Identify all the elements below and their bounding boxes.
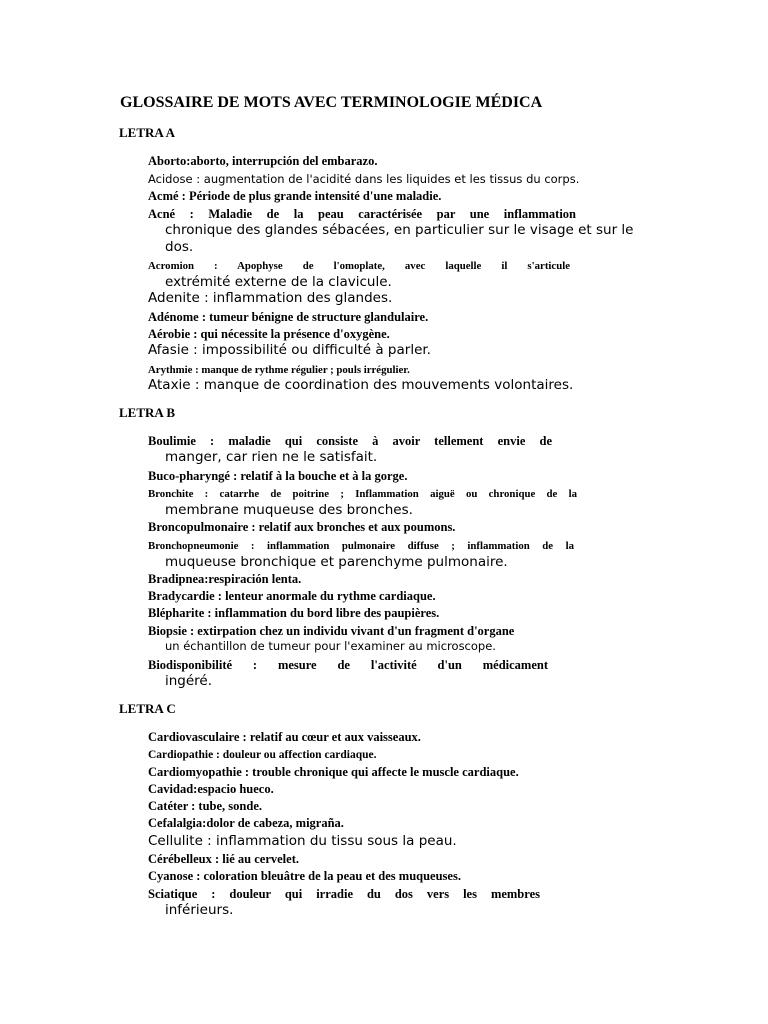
glossary-entry-cateter: Catéter : tube, sonde. bbox=[148, 799, 262, 813]
glossary-entry-broncopulmonaire: Broncopulmonaire : relatif aux bronches et aux poumons. bbox=[148, 520, 456, 534]
glossary-entry-cardiopathie: Cardiopathie : douleur ou affection cardiaque. bbox=[148, 749, 377, 761]
glossary-entry-cavidad: Cavidad:espacio hueco. bbox=[148, 782, 274, 796]
glossary-entry-bradipnea: Bradipnea:respiración lenta. bbox=[148, 572, 302, 586]
glossary-entry-afasie: Afasie : impossibilité ou difficulté à parler. bbox=[148, 342, 431, 358]
document-title: GLOSSAIRE DE MOTS AVEC TERMINOLOGIE MÉDICA bbox=[120, 94, 543, 111]
glossary-entry-cyanose: Cyanose : coloration bleuâtre de la peau et des muqueuses. bbox=[148, 869, 461, 883]
glossary-entry-bradycardie: Bradycardie : lenteur anormale du rythme cardiaque. bbox=[148, 589, 436, 603]
section-heading-c: LETRA C bbox=[119, 701, 176, 716]
glossary-entry-bronchopneumonie: Bronchopneumonie : inflammation pulmonaire diffuse ; inflammation de la muqueuse bronchique et parenchyme pulmonaire. bbox=[148, 540, 574, 570]
glossary-entry-sciatique: Sciatique : douleur qui irradie du dos vers les membres inférieurs. bbox=[148, 887, 540, 918]
glossary-entry-cellulite: Cellulite : inflammation du tissu sous la peau. bbox=[148, 833, 457, 849]
glossary-entry-acne: Acné : Maladie de la peau caractérisée par une inflammation chronique des glandes sébacées, en particulier sur le visage et sur le dos. bbox=[148, 207, 634, 255]
glossary-entry-biodisponibilite: Biodisponibilité : mesure de l'activité d'un médicament ingéré. bbox=[148, 658, 548, 689]
glossary-entry-bronchite: Bronchite : catarrhe de poitrine ; Inflammation aiguë ou chronique de la membrane muqueuse des bronches. bbox=[148, 488, 577, 518]
glossary-entry-cardiomyopathie: Cardiomyopathie : trouble chronique qui affecte le muscle cardiaque. bbox=[148, 765, 519, 779]
glossary-entry-biopsie: Biopsie : extirpation chez un individu vivant d'un fragment d'organe un échantillon de tumeur pour l'examiner au microscope. bbox=[148, 624, 515, 653]
section-heading-a: LETRA A bbox=[119, 125, 175, 140]
glossary-entry-ataxie: Ataxie : manque de coordination des mouvements volontaires. bbox=[148, 377, 574, 393]
glossary-entry-adenome: Adénome : tumeur bénigne de structure glandulaire. bbox=[148, 310, 429, 324]
glossary-entry-aerobie: Aérobie : qui nécessite la présence d'oxygène. bbox=[148, 327, 390, 341]
glossary-entry-arythmie: Arythmie : manque de rythme régulier ; pouls irrégulier. bbox=[148, 364, 410, 376]
glossary-entry-acromion: Acromion : Apophyse de l'omoplate, avec laquelle il s'articule extrémité externe de la clavicule. bbox=[148, 260, 570, 290]
glossary-entry-buco-pharynge: Buco-pharyngé : relatif à la bouche et à la gorge. bbox=[148, 469, 408, 483]
glossary-entry-aborto: Aborto:aborto, interrupción del embarazo. bbox=[148, 154, 378, 168]
glossary-entry-acidose: Acidose : augmentation de l'acidité dans les liquides et les tissus du corps. bbox=[148, 172, 580, 186]
glossary-entry-acme: Acmé : Période de plus grande intensité d'une maladie. bbox=[148, 189, 442, 203]
glossary-entry-cardiovasculaire: Cardiovasculaire : relatif au cœur et aux vaisseaux. bbox=[148, 730, 421, 744]
glossary-entry-adenite: Adenite : inflammation des glandes. bbox=[148, 290, 393, 306]
glossary-entry-cefalalgia: Cefalalgia:dolor de cabeza, migraña. bbox=[148, 816, 344, 830]
glossary-entry-boulimie: Boulimie : maladie qui consiste à avoir tellement envie de manger, car rien ne le satisfait. bbox=[148, 434, 552, 465]
glossary-entry-cerebelleux: Cérébelleux : lié au cervelet. bbox=[148, 852, 299, 866]
glossary-entry-blepharite: Blépharite : inflammation du bord libre des paupières. bbox=[148, 606, 440, 620]
section-heading-b: LETRA B bbox=[119, 405, 175, 420]
